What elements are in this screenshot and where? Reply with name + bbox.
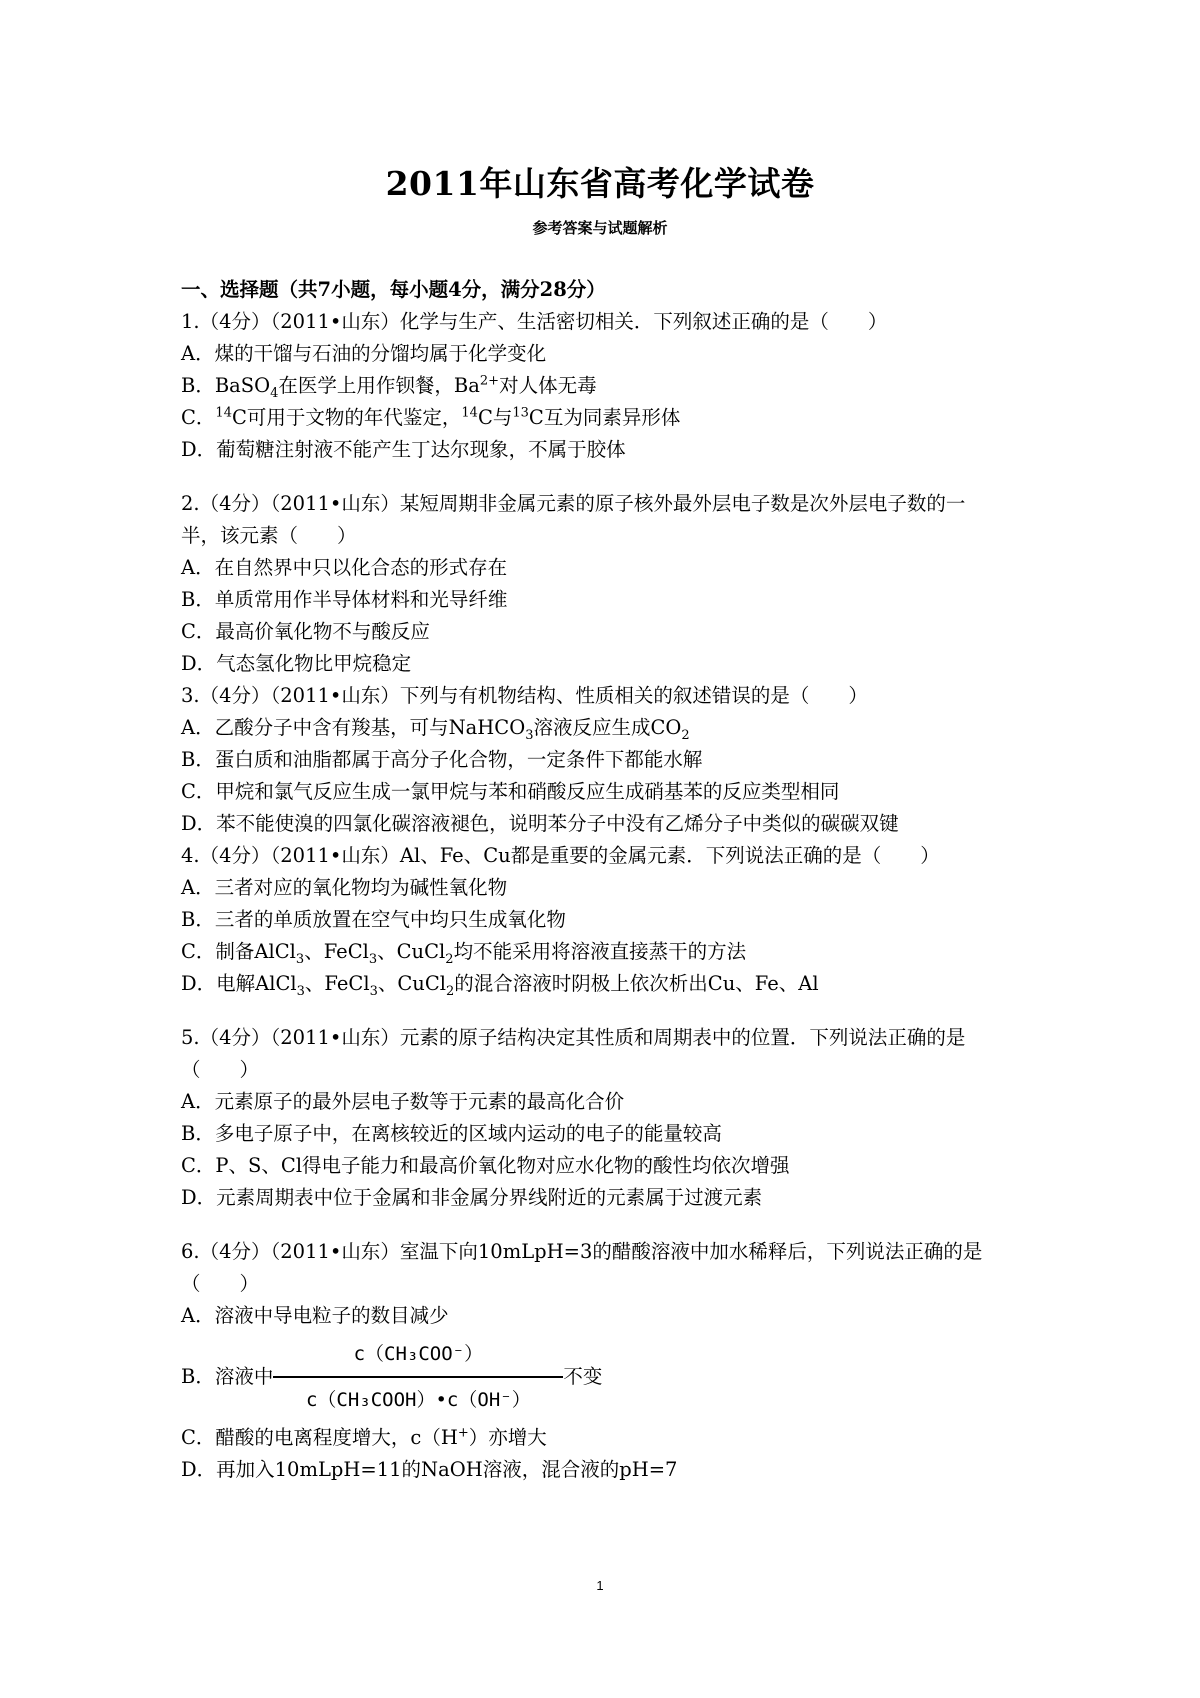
question-1-option-c <box>181 402 1031 434</box>
question-5-stem-line-1: 5.（4分）（2011•山东）元素的原子结构决定其性质和周期表中的位置．下列说法正确的是 <box>181 1026 966 1049</box>
question-3-option-a <box>181 712 1031 744</box>
question-5-stem-line-2: （ ） <box>181 1058 260 1081</box>
question-5-option-c: C．P、S、Cl得电子能力和最高价氧化物对应水化物的酸性均依次增强 <box>181 1154 790 1177</box>
question-2-option-c: C．最高价氧化物不与酸反应 <box>181 620 430 643</box>
question-2-option-b: B．单质常用作半导体材料和光导纤维 <box>181 588 508 611</box>
question-5-option-a: A．元素原子的最外层电子数等于元素的最高化合价 <box>181 1090 625 1113</box>
q4d-text-1: D．电解AlCl <box>181 972 297 995</box>
q4c-text-3: 、CuCl <box>377 940 446 963</box>
question-4-option-b: B．三者的单质放置在空气中均只生成氧化物 <box>181 908 566 931</box>
spacer <box>181 466 1031 488</box>
question-2-stem-line-1: 2.（4分）（2011•山东）某短周期非金属元素的原子核外最外层电子数是次外层电子数的一 <box>181 492 966 515</box>
question-6-option-b <box>181 1332 1031 1422</box>
question-4-option-d <box>181 968 1031 1000</box>
exam-content <box>181 274 1031 1486</box>
question-5-option-d: D．元素周期表中位于金属和非金属分界线附近的元素属于过渡元素 <box>181 1186 763 1209</box>
question-2-stem-line-2: 半，该元素（ ） <box>181 524 357 547</box>
question-6-option-c <box>181 1422 1031 1454</box>
question-1-option-b <box>181 370 1031 402</box>
q1c-text-3: C与 <box>477 406 513 429</box>
q1c-text-1: C． <box>181 406 216 429</box>
q3a-sub-2: 2 <box>681 727 690 743</box>
q3a-text-1: A．乙酸分子中含有羧基，可与NaHCO <box>181 716 526 739</box>
q6c-text-1: C．醋酸的电离程度增大，c（H <box>181 1426 458 1449</box>
q3a-sub-1: 3 <box>525 727 534 743</box>
q4d-sub-2: 3 <box>369 983 378 999</box>
q4c-text-2: 、FeCl <box>304 940 369 963</box>
q4d-sub-1: 3 <box>296 983 305 999</box>
q1b-text-3: 对人体无毒 <box>499 374 597 397</box>
question-3-stem: 3.（4分）（2011•山东）下列与有机物结构、性质相关的叙述错误的是（ ） <box>181 684 868 707</box>
question-4-option-a: A．三者对应的氧化物均为碱性氧化物 <box>181 876 508 899</box>
q4c-text-1: C．制备AlCl <box>181 940 296 963</box>
q6b-fraction <box>273 1338 563 1416</box>
q4d-text-2: 、FeCl <box>304 972 370 995</box>
page-number: 1 <box>596 1578 604 1593</box>
q6c-sup: + <box>457 1425 469 1441</box>
question-2-option-a: A．在自然界中只以化合态的形式存在 <box>181 556 508 579</box>
page-title: 2011年山东省高考化学试卷 <box>385 164 815 203</box>
q6c-text-2: ）亦增大 <box>468 1426 547 1449</box>
question-3-option-c: C．甲烷和氯气反应生成一氯甲烷与苯和硝酸反应生成硝基苯的反应类型相同 <box>181 780 840 803</box>
fraction-numerator: c（CH₃COO⁻） <box>353 1343 484 1366</box>
question-1-option-d: D．葡萄糖注射液不能产生丁达尔现象，不属于胶体 <box>181 438 626 461</box>
question-6-stem-line-1: 6.（4分）（2011•山东）室温下向10mLpH=3的醋酸溶液中加水稀释后，下列说法正确的是 <box>181 1240 983 1263</box>
q4d-sub-3: 2 <box>446 983 455 999</box>
q1c-text-4: C互为同素异形体 <box>528 406 681 429</box>
q1c-sup-1: 14 <box>215 405 232 421</box>
question-2-option-d: D．气态氢化物比甲烷稳定 <box>181 652 412 675</box>
q1c-sup-2: 14 <box>461 405 478 421</box>
question-1-option-a: A．煤的干馏与石油的分馏均属于化学变化 <box>181 342 547 365</box>
question-4-stem: 4.（4分）（2011•山东）Al、Fe、Cu都是重要的金属元素．下列说法正确的是（ ） <box>181 844 940 867</box>
q1c-sup-3: 13 <box>512 405 529 421</box>
question-6-stem-line-2: （ ） <box>181 1272 260 1295</box>
spacer <box>181 1000 1031 1022</box>
question-6-option-a: A．溶液中导电粒子的数目减少 <box>181 1304 449 1327</box>
question-1-stem: 1.（4分）（2011•山东）化学与生产、生活密切相关．下列叙述正确的是（ ） <box>181 310 888 333</box>
q4c-sub-1: 3 <box>295 951 305 967</box>
q6b-text-2: 不变 <box>563 1365 603 1388</box>
q1c-text-2: C可用于文物的年代鉴定， <box>231 406 462 429</box>
q1b-superscript: 2+ <box>479 373 500 389</box>
fraction-denominator: c（CH₃COOH）•c（OH⁻） <box>305 1388 531 1411</box>
q1b-subscript: 4 <box>270 385 279 401</box>
q4c-sub-3: 2 <box>445 951 454 967</box>
q6b-text-1: B．溶液中 <box>181 1365 274 1388</box>
q4d-text-4: 的混合溶液时阴极上依次析出Cu、Fe、Al <box>454 972 819 995</box>
q4c-text-4: 均不能采用将溶液直接蒸干的方法 <box>453 940 747 963</box>
question-3-option-d: D．苯不能使溴的四氯化碳溶液褪色，说明苯分子中没有乙烯分子中类似的碳碳双键 <box>181 812 899 835</box>
q1b-text-2: 在医学上用作钡餐，Ba <box>278 374 480 397</box>
q1b-text-1: B．BaSO <box>181 374 271 397</box>
section-heading: 一、选择题（共7小题，每小题4分，满分28分） <box>181 278 606 301</box>
spacer <box>181 1214 1031 1236</box>
question-4-option-c <box>181 936 1031 968</box>
q3a-text-2: 溶液反应生成CO <box>533 716 682 739</box>
question-6-option-d: D．再加入10mLpH=11的NaOH溶液，混合液的pH=7 <box>181 1458 678 1481</box>
question-3-option-b: B．蛋白质和油脂都属于高分子化合物，一定条件下都能水解 <box>181 748 703 771</box>
page-subtitle: 参考答案与试题解析 <box>532 219 668 237</box>
question-5-option-b: B．多电子原子中，在离核较近的区域内运动的电子的能量较高 <box>181 1122 722 1145</box>
q4d-text-3: 、CuCl <box>377 972 446 995</box>
q4c-sub-2: 3 <box>368 951 378 967</box>
